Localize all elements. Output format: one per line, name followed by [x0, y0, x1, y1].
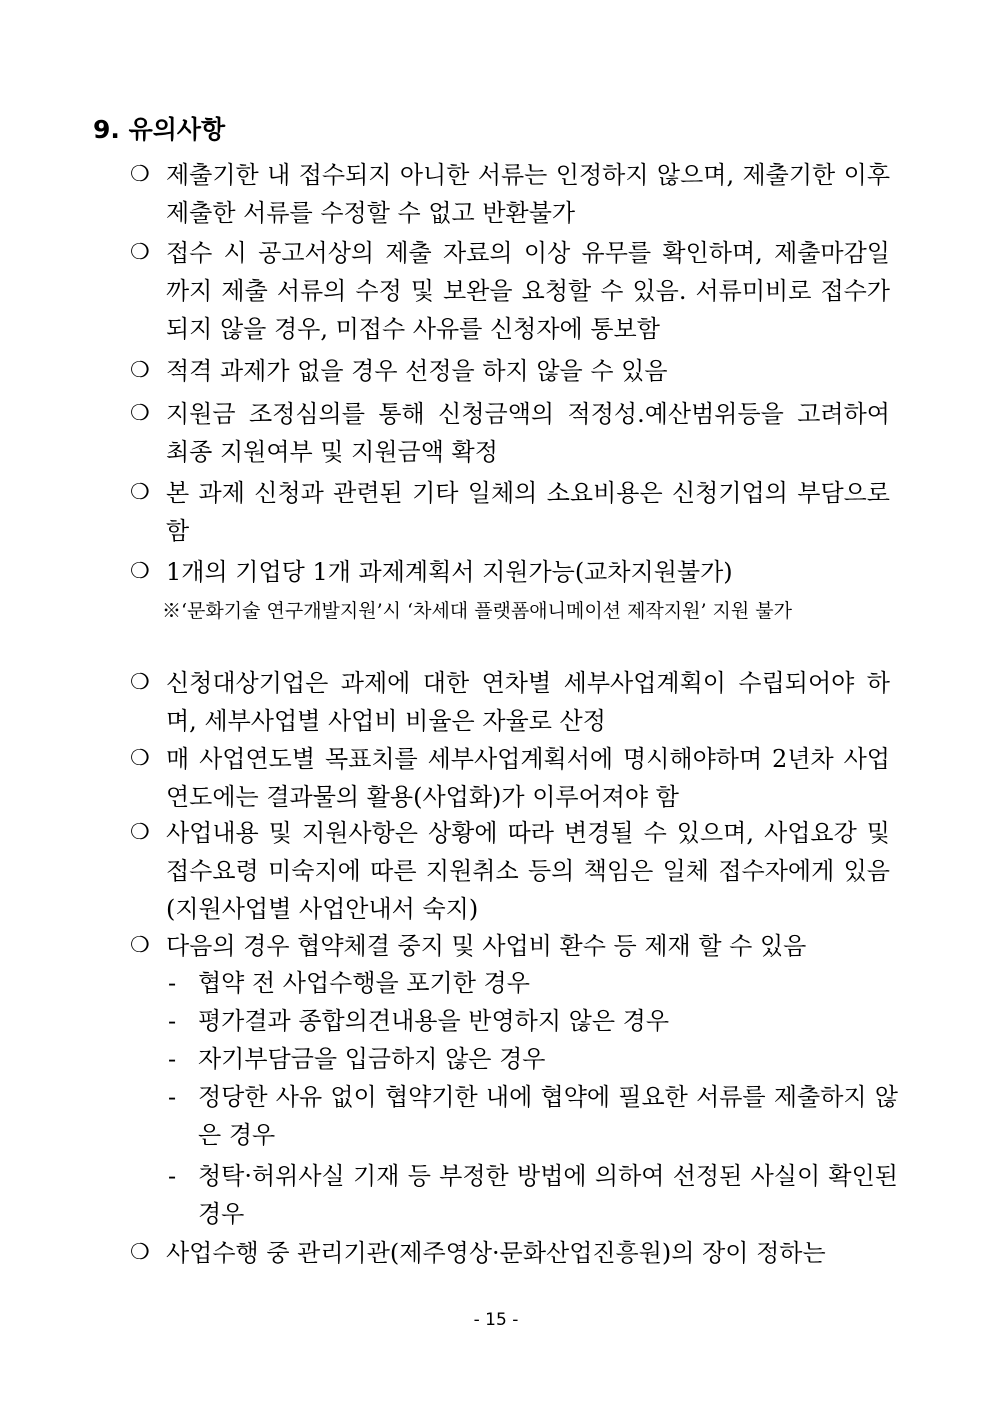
notice-item	[130, 1234, 890, 1272]
circle-bullet-icon: ❍	[130, 162, 150, 187]
notice-item-text: 1개의 기업당 1개 과제계획서 지원가능(교차지원불가)	[166, 558, 733, 586]
notice-item-text: 적격 과제가 없을 경우 선정을 하지 않을 수 있음	[166, 357, 668, 385]
circle-bullet-icon: ❍	[130, 559, 150, 584]
circle-bullet-icon: ❍	[130, 1240, 150, 1265]
circle-bullet-icon: ❍	[130, 746, 150, 771]
reference-note	[162, 596, 892, 627]
sub-item-text: 정당한 사유 없이 협약기한 내에 협약에 필요한 서류를 제출하지 않은 경우	[198, 1083, 898, 1149]
notice-item-text: 다음의 경우 협약체결 중지 및 사업비 환수 등 제재 할 수 있음	[166, 932, 807, 960]
dash-bullet: -	[168, 1162, 177, 1190]
notice-item-text: 신청대상기업은 과제에 대한 연차별 세부사업계획이 수립되어야 하며, 세부사업별 사업비 비율은 자율로 산정	[166, 669, 890, 735]
dash-bullet: -	[168, 1083, 177, 1111]
page-number: - 15 -	[473, 1310, 519, 1330]
notice-item-text: 사업수행 중 관리기관(제주영상·문화산업진흥원)의 장이 정하는	[166, 1239, 826, 1267]
notice-item-text: 매 사업연도별 목표치를 세부사업계획서에 명시해야하며 2년차 사업연도에는 결과물의 활용(사업화)가 이루어져야 함	[166, 745, 890, 811]
notice-item	[130, 553, 890, 591]
notice-item-text: 사업내용 및 지원사항은 상황에 따라 변경될 수 있으며, 사업요강 및 접수요령 미숙지에 따른 지원취소 등의 책임은 일체 접수자에게 있음(지원사업별 사업안내서 숙지)	[166, 819, 890, 923]
notice-item	[130, 740, 890, 816]
notice-item	[130, 664, 890, 740]
section-heading: 9. 유의사항	[93, 115, 226, 144]
dash-bullet: -	[168, 1007, 177, 1035]
notice-item-text: 본 과제 신청과 관련된 기타 일체의 소요비용은 신청기업의 부담으로 함	[166, 479, 890, 545]
dash-bullet: -	[168, 969, 177, 997]
dash-bullet: -	[168, 1045, 177, 1073]
sub-item-text: 평가결과 종합의견내용을 반영하지 않은 경우	[198, 1007, 670, 1035]
sub-item	[168, 1157, 898, 1233]
sub-item-text: 자기부담금을 입금하지 않은 경우	[198, 1045, 546, 1073]
notice-item	[130, 156, 890, 232]
notice-item	[130, 234, 890, 348]
notice-item	[130, 927, 890, 965]
notice-item-text: 제출기한 내 접수되지 아니한 서류는 인정하지 않으며, 제출기한 이후 제출한 서류를 수정할 수 없고 반환불가	[166, 161, 890, 227]
circle-bullet-icon: ❍	[130, 933, 150, 958]
notice-item	[130, 474, 890, 550]
sub-item	[168, 1002, 898, 1040]
notice-item	[130, 395, 890, 471]
sub-item	[168, 964, 898, 1002]
sub-item	[168, 1078, 898, 1154]
circle-bullet-icon: ❍	[130, 401, 150, 426]
notice-item	[130, 814, 890, 928]
circle-bullet-icon: ❍	[130, 670, 150, 695]
circle-bullet-icon: ❍	[130, 240, 150, 265]
circle-bullet-icon: ❍	[130, 820, 150, 845]
sub-item-text: 청탁·허위사실 기재 등 부정한 방법에 의하여 선정된 사실이 확인된 경우	[198, 1162, 898, 1228]
notice-item	[130, 352, 890, 390]
sub-item	[168, 1040, 898, 1078]
notice-item-text: 지원금 조정심의를 통해 신청금액의 적정성.예산범위등을 고려하여 최종 지원여부 및 지원금액 확정	[166, 400, 890, 466]
circle-bullet-icon: ❍	[130, 480, 150, 505]
notice-item-text: 접수 시 공고서상의 제출 자료의 이상 유무를 확인하며, 제출마감일 까지 제출 서류의 수정 및 보완을 요청할 수 있음. 서류미비로 접수가 되지 않을 경우, 미접수 사유를 신청자에 통보함	[166, 239, 890, 343]
reference-note-text: ※‘문화기술 연구개발지원’시 ‘차세대 플랫폼애니메이션 제작지원’ 지원 불가	[162, 600, 793, 622]
sub-item-text: 협약 전 사업수행을 포기한 경우	[198, 969, 530, 997]
circle-bullet-icon: ❍	[130, 358, 150, 383]
